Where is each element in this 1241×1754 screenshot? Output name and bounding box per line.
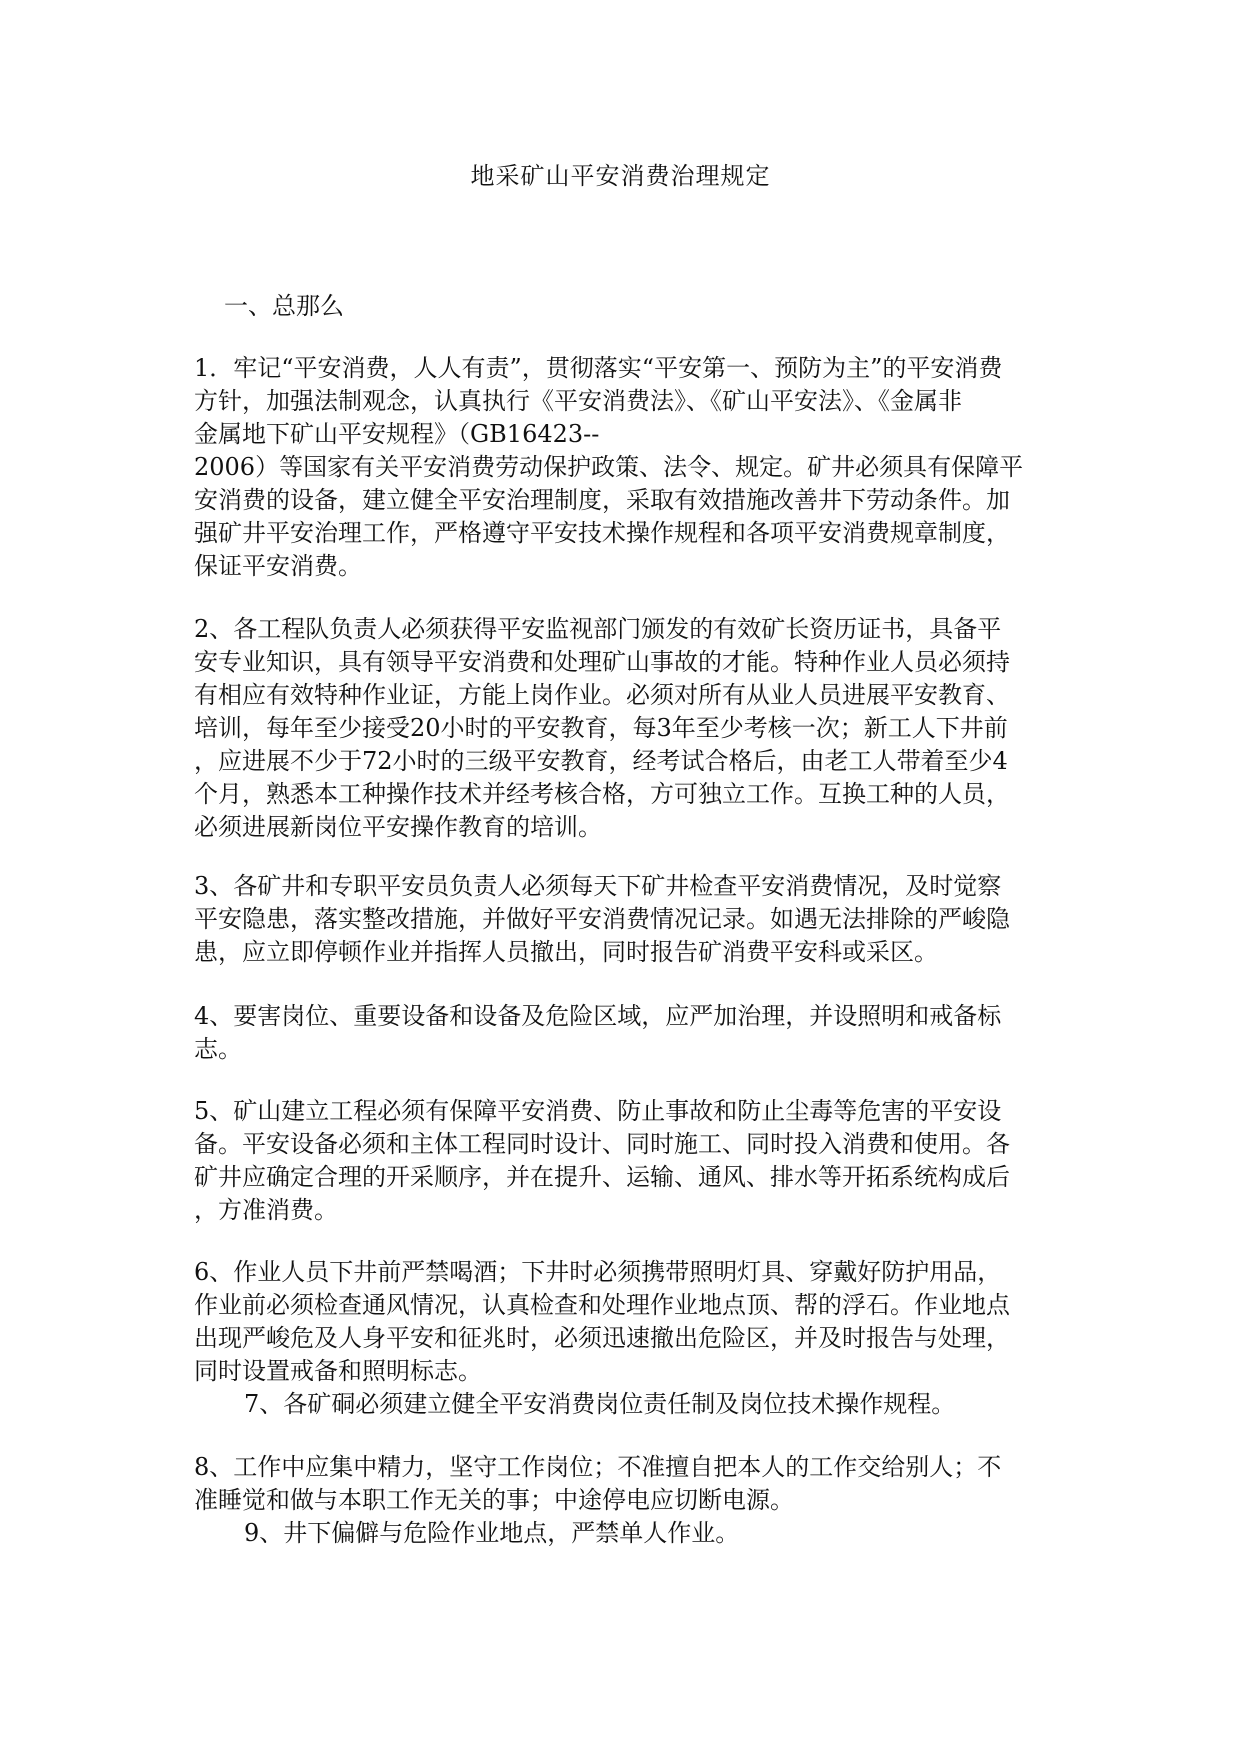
paragraph-1 [194,352,1054,583]
paragraph-line: 个月，熟悉本工种操作技术并经考核合格，方可独立工作。互换工种的人员， [194,780,1010,808]
paragraph-line: 9、井下偏僻与危险作业地点，严禁单人作业。 [244,1519,740,1547]
paragraph-line: 3、各矿井和专职平安员负责人必须每天下矿井检查平安消费情况，及时觉察 [194,872,1002,900]
paragraph-3 [194,870,1054,969]
paragraph-line: 1．牢记“平安消费，人人有责”，贯彻落实“平安第一、预防为主”的平安消费 [194,354,1003,382]
paragraph-4 [194,1000,1054,1066]
paragraph-line: 4、要害岗位、重要设备和设备及危险区域，应严加治理，并设照明和戒备标 [194,1002,1002,1030]
paragraph-line: 必须进展新岗位平安操作教育的培训。 [194,813,602,841]
paragraph-7 [194,1388,1054,1421]
paragraph-line: 安消费的设备，建立健全平安治理制度，采取有效措施改善井下劳动条件。加 [194,486,1010,514]
paragraph-line: 作业前必须检查通风情况，认真检查和处理作业地点顶、帮的浮石。作业地点 [194,1291,1010,1319]
paragraph-line: 出现严峻危及人身平安和征兆时，必须迅速撤出危险区，并及时报告与处理， [194,1324,1010,1352]
paragraph-line: 培训，每年至少接受20小时的平安教育，每3年至少考核一次；新工人下井前 [194,714,1008,742]
paragraph-line: 患，应立即停顿作业并指挥人员撤出，同时报告矿消费平安科或采区。 [194,938,938,966]
paragraph-line: 备。平安设备必须和主体工程同时设计、同时施工、同时投入消费和使用。各 [194,1130,1010,1158]
paragraph-line: 2006）等国家有关平安消费劳动保护政策、法令、规定。矿井必须具有保障平 [194,453,1024,481]
paragraph-line: 金属地下矿山平安规程》（GB16423-- [194,420,600,448]
paragraph-line: 准睡觉和做与本职工作无关的事；中途停电应切断电源。 [194,1486,794,1514]
paragraph-line: 保证平安消费。 [194,552,362,580]
paragraph-6 [194,1256,1054,1388]
document-title: 地采矿山平安消费治理规定 [470,162,771,190]
paragraph-8 [194,1451,1054,1517]
paragraph-line: 7、各矿硐必须建立健全平安消费岗位责任制及岗位技术操作规程。 [244,1390,956,1418]
paragraph-line: 方针，加强法制观念，认真执行《平安消费法》、《矿山平安法》、《金属非 [194,387,962,415]
paragraph-9 [194,1517,1054,1550]
paragraph-line: 安专业知识，具有领导平安消费和处理矿山事故的才能。特种作业人员必须持 [194,648,1010,676]
paragraph-2 [194,613,1054,844]
section-heading: 一、总那么 [224,292,344,320]
paragraph-line: 平安隐患，落实整改措施，并做好平安消费情况记录。如遇无法排除的严峻隐 [194,905,1010,933]
paragraph-line: 8、工作中应集中精力，坚守工作岗位；不准擅自把本人的工作交给别人；不 [194,1453,1002,1481]
paragraph-line: ，方准消费。 [194,1196,338,1224]
paragraph-line: 强矿井平安治理工作，严格遵守平安技术操作规程和各项平安消费规章制度， [194,519,1010,547]
paragraph-line: 志。 [194,1035,242,1063]
paragraph-line: 2、各工程队负责人必须获得平安监视部门颁发的有效矿长资历证书，具备平 [194,615,1002,643]
paragraph-line: 矿井应确定合理的开采顺序，并在提升、运输、通风、排水等开拓系统构成后 [194,1163,1010,1191]
paragraph-line: ，应进展不少于72小时的三级平安教育，经考试合格后，由老工人带着至少4 [194,747,1008,775]
paragraph-line: 同时设置戒备和照明标志。 [194,1357,482,1385]
paragraph-5 [194,1095,1054,1227]
paragraph-line: 有相应有效特种作业证，方能上岗作业。必须对所有从业人员进展平安教育、 [194,681,1010,709]
paragraph-line: 6、作业人员下井前严禁喝酒；下井时必须携带照明灯具、穿戴好防护用品， [194,1258,1002,1286]
paragraph-line: 5、矿山建立工程必须有保障平安消费、防止事故和防止尘毒等危害的平安设 [194,1097,1002,1125]
